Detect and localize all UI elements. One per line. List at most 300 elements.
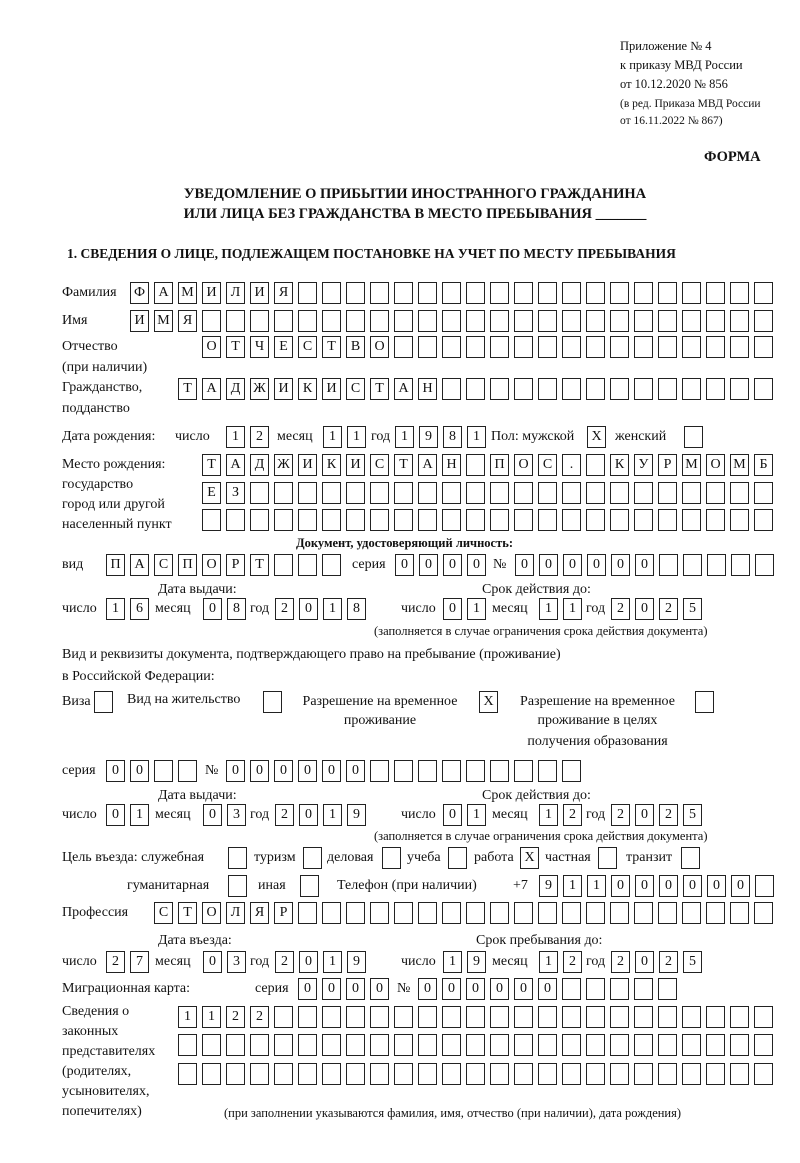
- char-cell[interactable]: Е: [202, 482, 221, 504]
- char-cell[interactable]: [586, 378, 605, 400]
- char-cell[interactable]: [755, 875, 774, 897]
- char-cell[interactable]: Н: [418, 378, 437, 400]
- char-cell[interactable]: [706, 1034, 725, 1056]
- char-cell[interactable]: 2: [275, 804, 294, 826]
- char-cell[interactable]: [514, 378, 533, 400]
- char-cell[interactable]: [250, 310, 269, 332]
- char-cell[interactable]: [466, 1063, 485, 1085]
- char-cell[interactable]: [682, 1034, 701, 1056]
- char-cell[interactable]: [490, 310, 509, 332]
- char-cell[interactable]: [394, 1034, 413, 1056]
- char-cell[interactable]: [586, 1034, 605, 1056]
- char-cell[interactable]: [730, 1034, 749, 1056]
- char-cell[interactable]: [562, 1063, 581, 1085]
- char-cell[interactable]: [514, 282, 533, 304]
- char-cell[interactable]: 0: [490, 978, 509, 1000]
- char-cell[interactable]: [706, 310, 725, 332]
- char-cell[interactable]: 0: [635, 804, 654, 826]
- char-cell[interactable]: [586, 509, 605, 531]
- char-cell[interactable]: [586, 310, 605, 332]
- char-cell[interactable]: [634, 978, 653, 1000]
- char-cell[interactable]: [466, 454, 485, 476]
- char-cell[interactable]: [346, 482, 365, 504]
- char-cell[interactable]: [538, 1006, 557, 1028]
- char-cell[interactable]: 0: [298, 978, 317, 1000]
- char-cell[interactable]: Т: [322, 336, 341, 358]
- char-cell[interactable]: О: [202, 902, 221, 924]
- char-cell[interactable]: [418, 310, 437, 332]
- char-cell[interactable]: 0: [106, 760, 125, 782]
- char-cell[interactable]: [514, 1006, 533, 1028]
- char-cell[interactable]: 0: [587, 554, 606, 576]
- char-cell[interactable]: 0: [346, 760, 365, 782]
- char-cell[interactable]: [442, 509, 461, 531]
- char-cell[interactable]: Д: [250, 454, 269, 476]
- char-cell[interactable]: 1: [467, 426, 486, 448]
- char-cell[interactable]: [634, 482, 653, 504]
- char-cell[interactable]: С: [154, 554, 173, 576]
- char-cell[interactable]: 0: [226, 760, 245, 782]
- char-cell[interactable]: 1: [130, 804, 149, 826]
- char-cell[interactable]: [658, 1063, 677, 1085]
- char-cell[interactable]: Т: [370, 378, 389, 400]
- char-cell[interactable]: [634, 902, 653, 924]
- char-cell[interactable]: [695, 691, 714, 713]
- char-cell[interactable]: К: [322, 454, 341, 476]
- char-cell[interactable]: [94, 691, 113, 713]
- char-cell[interactable]: [346, 1006, 365, 1028]
- char-cell[interactable]: [754, 310, 773, 332]
- char-cell[interactable]: [514, 336, 533, 358]
- char-cell[interactable]: [466, 310, 485, 332]
- char-cell[interactable]: [346, 310, 365, 332]
- char-cell[interactable]: [538, 336, 557, 358]
- char-cell[interactable]: 0: [539, 554, 558, 576]
- char-cell[interactable]: [514, 1063, 533, 1085]
- char-cell[interactable]: [658, 978, 677, 1000]
- char-cell[interactable]: 1: [323, 951, 342, 973]
- char-cell[interactable]: Е: [274, 336, 293, 358]
- char-cell[interactable]: 0: [419, 554, 438, 576]
- char-cell[interactable]: X: [479, 691, 498, 713]
- char-cell[interactable]: [298, 282, 317, 304]
- char-cell[interactable]: [418, 760, 437, 782]
- char-cell[interactable]: [418, 336, 437, 358]
- char-cell[interactable]: 7: [130, 951, 149, 973]
- char-cell[interactable]: [682, 1006, 701, 1028]
- char-cell[interactable]: [682, 1063, 701, 1085]
- char-cell[interactable]: [562, 509, 581, 531]
- char-cell[interactable]: [274, 1006, 293, 1028]
- char-cell[interactable]: [466, 509, 485, 531]
- char-cell[interactable]: [322, 1034, 341, 1056]
- char-cell[interactable]: [634, 336, 653, 358]
- char-cell[interactable]: И: [346, 454, 365, 476]
- char-cell[interactable]: [322, 310, 341, 332]
- char-cell[interactable]: 5: [683, 804, 702, 826]
- char-cell[interactable]: И: [274, 378, 293, 400]
- char-cell[interactable]: М: [154, 310, 173, 332]
- char-cell[interactable]: [610, 902, 629, 924]
- char-cell[interactable]: [298, 310, 317, 332]
- char-cell[interactable]: 0: [203, 951, 222, 973]
- char-cell[interactable]: Л: [226, 282, 245, 304]
- char-cell[interactable]: [682, 378, 701, 400]
- char-cell[interactable]: [658, 310, 677, 332]
- char-cell[interactable]: [730, 902, 749, 924]
- char-cell[interactable]: [610, 978, 629, 1000]
- char-cell[interactable]: А: [418, 454, 437, 476]
- char-cell[interactable]: [490, 482, 509, 504]
- char-cell[interactable]: [706, 1063, 725, 1085]
- char-cell[interactable]: И: [298, 454, 317, 476]
- char-cell[interactable]: 0: [346, 978, 365, 1000]
- char-cell[interactable]: Н: [442, 454, 461, 476]
- char-cell[interactable]: 5: [683, 598, 702, 620]
- char-cell[interactable]: [322, 902, 341, 924]
- char-cell[interactable]: [706, 282, 725, 304]
- char-cell[interactable]: 2: [563, 951, 582, 973]
- char-cell[interactable]: 0: [322, 978, 341, 1000]
- char-cell[interactable]: 0: [443, 598, 462, 620]
- char-cell[interactable]: С: [346, 378, 365, 400]
- char-cell[interactable]: Д: [226, 378, 245, 400]
- char-cell[interactable]: 9: [539, 875, 558, 897]
- char-cell[interactable]: [442, 336, 461, 358]
- char-cell[interactable]: 0: [515, 554, 534, 576]
- char-cell[interactable]: [514, 310, 533, 332]
- char-cell[interactable]: 0: [203, 598, 222, 620]
- char-cell[interactable]: А: [394, 378, 413, 400]
- char-cell[interactable]: [298, 1034, 317, 1056]
- char-cell[interactable]: [226, 1063, 245, 1085]
- char-cell[interactable]: [466, 760, 485, 782]
- char-cell[interactable]: [610, 310, 629, 332]
- char-cell[interactable]: 2: [250, 1006, 269, 1028]
- char-cell[interactable]: [562, 978, 581, 1000]
- char-cell[interactable]: 0: [466, 978, 485, 1000]
- char-cell[interactable]: [394, 310, 413, 332]
- char-cell[interactable]: К: [298, 378, 317, 400]
- char-cell[interactable]: [538, 509, 557, 531]
- char-cell[interactable]: А: [154, 282, 173, 304]
- char-cell[interactable]: 0: [538, 978, 557, 1000]
- char-cell[interactable]: 0: [611, 554, 630, 576]
- char-cell[interactable]: [226, 509, 245, 531]
- char-cell[interactable]: [754, 509, 773, 531]
- char-cell[interactable]: 9: [467, 951, 486, 973]
- char-cell[interactable]: С: [298, 336, 317, 358]
- char-cell[interactable]: [610, 482, 629, 504]
- char-cell[interactable]: [490, 760, 509, 782]
- char-cell[interactable]: 2: [611, 804, 630, 826]
- char-cell[interactable]: [370, 1063, 389, 1085]
- char-cell[interactable]: [250, 482, 269, 504]
- char-cell[interactable]: 2: [275, 951, 294, 973]
- char-cell[interactable]: [298, 1006, 317, 1028]
- char-cell[interactable]: [634, 1034, 653, 1056]
- char-cell[interactable]: 6: [130, 598, 149, 620]
- char-cell[interactable]: [586, 978, 605, 1000]
- char-cell[interactable]: [514, 760, 533, 782]
- char-cell[interactable]: Ч: [250, 336, 269, 358]
- char-cell[interactable]: [490, 336, 509, 358]
- char-cell[interactable]: [346, 509, 365, 531]
- char-cell[interactable]: [658, 509, 677, 531]
- char-cell[interactable]: 1: [347, 426, 366, 448]
- char-cell[interactable]: 0: [707, 875, 726, 897]
- char-cell[interactable]: 0: [299, 598, 318, 620]
- char-cell[interactable]: 1: [443, 951, 462, 973]
- char-cell[interactable]: 0: [731, 875, 750, 897]
- char-cell[interactable]: [466, 1006, 485, 1028]
- char-cell[interactable]: [303, 847, 322, 869]
- char-cell[interactable]: [274, 1063, 293, 1085]
- char-cell[interactable]: [394, 1006, 413, 1028]
- char-cell[interactable]: 0: [274, 760, 293, 782]
- char-cell[interactable]: П: [178, 554, 197, 576]
- char-cell[interactable]: [634, 1063, 653, 1085]
- char-cell[interactable]: 0: [395, 554, 414, 576]
- char-cell[interactable]: [755, 554, 774, 576]
- char-cell[interactable]: 0: [298, 760, 317, 782]
- char-cell[interactable]: [754, 1034, 773, 1056]
- char-cell[interactable]: П: [490, 454, 509, 476]
- char-cell[interactable]: [658, 902, 677, 924]
- char-cell[interactable]: [442, 310, 461, 332]
- char-cell[interactable]: [228, 847, 247, 869]
- char-cell[interactable]: 0: [418, 978, 437, 1000]
- char-cell[interactable]: [178, 1034, 197, 1056]
- char-cell[interactable]: [730, 509, 749, 531]
- char-cell[interactable]: [442, 482, 461, 504]
- char-cell[interactable]: 2: [659, 804, 678, 826]
- char-cell[interactable]: Л: [226, 902, 245, 924]
- char-cell[interactable]: 0: [659, 875, 678, 897]
- char-cell[interactable]: [394, 282, 413, 304]
- char-cell[interactable]: [466, 482, 485, 504]
- char-cell[interactable]: [466, 282, 485, 304]
- char-cell[interactable]: [298, 554, 317, 576]
- char-cell[interactable]: [442, 1034, 461, 1056]
- char-cell[interactable]: [562, 1006, 581, 1028]
- char-cell[interactable]: 0: [635, 875, 654, 897]
- char-cell[interactable]: 0: [203, 804, 222, 826]
- char-cell[interactable]: [562, 902, 581, 924]
- char-cell[interactable]: [754, 378, 773, 400]
- char-cell[interactable]: [586, 1006, 605, 1028]
- char-cell[interactable]: [681, 847, 700, 869]
- char-cell[interactable]: [394, 482, 413, 504]
- char-cell[interactable]: [490, 1034, 509, 1056]
- char-cell[interactable]: [538, 1063, 557, 1085]
- char-cell[interactable]: [418, 1006, 437, 1028]
- char-cell[interactable]: 1: [587, 875, 606, 897]
- char-cell[interactable]: И: [250, 282, 269, 304]
- char-cell[interactable]: А: [226, 454, 245, 476]
- char-cell[interactable]: [730, 482, 749, 504]
- char-cell[interactable]: 1: [323, 426, 342, 448]
- char-cell[interactable]: [178, 760, 197, 782]
- char-cell[interactable]: Т: [178, 902, 197, 924]
- char-cell[interactable]: [586, 282, 605, 304]
- char-cell[interactable]: [250, 509, 269, 531]
- char-cell[interactable]: Я: [274, 282, 293, 304]
- char-cell[interactable]: Р: [658, 454, 677, 476]
- char-cell[interactable]: [658, 482, 677, 504]
- char-cell[interactable]: [298, 509, 317, 531]
- char-cell[interactable]: [442, 902, 461, 924]
- char-cell[interactable]: [274, 482, 293, 504]
- char-cell[interactable]: [731, 554, 750, 576]
- char-cell[interactable]: [466, 336, 485, 358]
- char-cell[interactable]: 1: [539, 951, 558, 973]
- char-cell[interactable]: 1: [323, 804, 342, 826]
- char-cell[interactable]: [658, 282, 677, 304]
- char-cell[interactable]: 1: [106, 598, 125, 620]
- char-cell[interactable]: 0: [635, 554, 654, 576]
- char-cell[interactable]: 0: [130, 760, 149, 782]
- char-cell[interactable]: 2: [611, 951, 630, 973]
- char-cell[interactable]: 0: [443, 804, 462, 826]
- char-cell[interactable]: [634, 310, 653, 332]
- char-cell[interactable]: [562, 1034, 581, 1056]
- char-cell[interactable]: .: [562, 454, 581, 476]
- char-cell[interactable]: 0: [611, 875, 630, 897]
- char-cell[interactable]: [300, 875, 319, 897]
- char-cell[interactable]: [298, 1063, 317, 1085]
- char-cell[interactable]: 0: [106, 804, 125, 826]
- char-cell[interactable]: [346, 1063, 365, 1085]
- char-cell[interactable]: [490, 509, 509, 531]
- char-cell[interactable]: [562, 310, 581, 332]
- char-cell[interactable]: 9: [419, 426, 438, 448]
- char-cell[interactable]: [598, 847, 617, 869]
- char-cell[interactable]: 3: [227, 951, 246, 973]
- char-cell[interactable]: [418, 902, 437, 924]
- char-cell[interactable]: [466, 378, 485, 400]
- char-cell[interactable]: 1: [539, 804, 558, 826]
- char-cell[interactable]: [394, 336, 413, 358]
- char-cell[interactable]: [538, 482, 557, 504]
- char-cell[interactable]: [730, 336, 749, 358]
- char-cell[interactable]: [490, 282, 509, 304]
- char-cell[interactable]: 0: [635, 951, 654, 973]
- char-cell[interactable]: [370, 509, 389, 531]
- char-cell[interactable]: [298, 902, 317, 924]
- char-cell[interactable]: 0: [635, 598, 654, 620]
- char-cell[interactable]: [610, 1006, 629, 1028]
- char-cell[interactable]: [418, 482, 437, 504]
- char-cell[interactable]: [538, 902, 557, 924]
- char-cell[interactable]: [682, 509, 701, 531]
- char-cell[interactable]: В: [346, 336, 365, 358]
- char-cell[interactable]: Б: [754, 454, 773, 476]
- char-cell[interactable]: [586, 902, 605, 924]
- char-cell[interactable]: [730, 1006, 749, 1028]
- char-cell[interactable]: [202, 310, 221, 332]
- char-cell[interactable]: [586, 454, 605, 476]
- char-cell[interactable]: [370, 760, 389, 782]
- char-cell[interactable]: [610, 282, 629, 304]
- char-cell[interactable]: Т: [250, 554, 269, 576]
- char-cell[interactable]: Ф: [130, 282, 149, 304]
- char-cell[interactable]: [346, 1034, 365, 1056]
- char-cell[interactable]: [346, 902, 365, 924]
- char-cell[interactable]: 0: [514, 978, 533, 1000]
- char-cell[interactable]: [706, 509, 725, 531]
- char-cell[interactable]: [466, 902, 485, 924]
- char-cell[interactable]: [586, 482, 605, 504]
- char-cell[interactable]: Т: [178, 378, 197, 400]
- char-cell[interactable]: [730, 282, 749, 304]
- char-cell[interactable]: [274, 1034, 293, 1056]
- char-cell[interactable]: [298, 482, 317, 504]
- char-cell[interactable]: [730, 378, 749, 400]
- char-cell[interactable]: 9: [347, 804, 366, 826]
- char-cell[interactable]: С: [538, 454, 557, 476]
- char-cell[interactable]: [490, 1063, 509, 1085]
- char-cell[interactable]: [226, 1034, 245, 1056]
- char-cell[interactable]: И: [202, 282, 221, 304]
- char-cell[interactable]: [274, 310, 293, 332]
- char-cell[interactable]: Ж: [250, 378, 269, 400]
- char-cell[interactable]: 1: [202, 1006, 221, 1028]
- char-cell[interactable]: [226, 310, 245, 332]
- char-cell[interactable]: 8: [227, 598, 246, 620]
- char-cell[interactable]: 0: [250, 760, 269, 782]
- char-cell[interactable]: [610, 1034, 629, 1056]
- char-cell[interactable]: 0: [322, 760, 341, 782]
- char-cell[interactable]: 1: [467, 804, 486, 826]
- char-cell[interactable]: [562, 760, 581, 782]
- char-cell[interactable]: [202, 1034, 221, 1056]
- char-cell[interactable]: [706, 1006, 725, 1028]
- char-cell[interactable]: [562, 482, 581, 504]
- char-cell[interactable]: [418, 282, 437, 304]
- char-cell[interactable]: [610, 1063, 629, 1085]
- char-cell[interactable]: 0: [563, 554, 582, 576]
- char-cell[interactable]: [682, 482, 701, 504]
- char-cell[interactable]: П: [106, 554, 125, 576]
- char-cell[interactable]: 9: [347, 951, 366, 973]
- char-cell[interactable]: [394, 760, 413, 782]
- char-cell[interactable]: [538, 282, 557, 304]
- char-cell[interactable]: [394, 902, 413, 924]
- char-cell[interactable]: О: [514, 454, 533, 476]
- char-cell[interactable]: И: [322, 378, 341, 400]
- char-cell[interactable]: О: [370, 336, 389, 358]
- char-cell[interactable]: О: [202, 336, 221, 358]
- char-cell[interactable]: [442, 378, 461, 400]
- char-cell[interactable]: [442, 1006, 461, 1028]
- char-cell[interactable]: [274, 554, 293, 576]
- char-cell[interactable]: 2: [563, 804, 582, 826]
- char-cell[interactable]: [490, 902, 509, 924]
- char-cell[interactable]: [394, 509, 413, 531]
- char-cell[interactable]: Т: [394, 454, 413, 476]
- char-cell[interactable]: 0: [467, 554, 486, 576]
- char-cell[interactable]: Р: [226, 554, 245, 576]
- char-cell[interactable]: [490, 378, 509, 400]
- char-cell[interactable]: [394, 1063, 413, 1085]
- char-cell[interactable]: [706, 378, 725, 400]
- char-cell[interactable]: [658, 336, 677, 358]
- char-cell[interactable]: [586, 336, 605, 358]
- char-cell[interactable]: [274, 509, 293, 531]
- char-cell[interactable]: [562, 378, 581, 400]
- char-cell[interactable]: У: [634, 454, 653, 476]
